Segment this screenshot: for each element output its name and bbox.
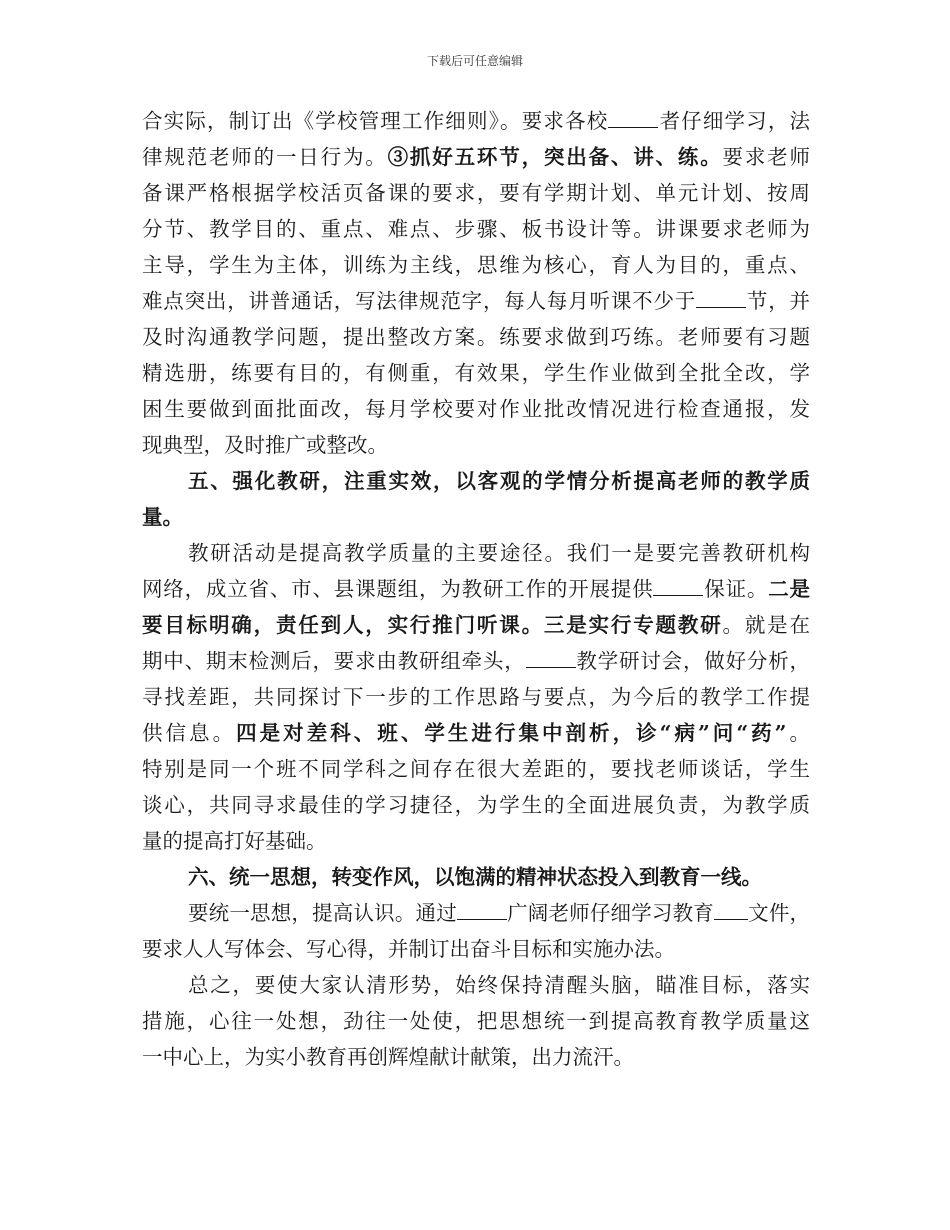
section-heading: 五、强化教研，注重实效，以客观的学情分析提高老师的教学质 — [188, 469, 810, 493]
text-segment: 网络，成立省、市、县课题组，为教研工作的开展提供 — [142, 577, 654, 601]
bold-text-segment: 二是 — [768, 577, 811, 601]
text-line — [142, 571, 810, 607]
text-segment: 要统一思想，提高认识。通过 — [188, 901, 457, 925]
section-heading: 六、统一思想，转变作风，以饱满的精神状态投入到教育一线。 — [188, 865, 762, 889]
text-line: 现典型，及时推广或整改。 — [142, 433, 388, 457]
text-line — [142, 283, 810, 319]
text-segment: 教学研讨会，做好分析， — [575, 649, 811, 673]
text-line: 主导，学生为主体，训练为主线，思维为核心，育人为目的，重点、 — [142, 253, 810, 277]
text-segment: 者仔细学习，法 — [658, 109, 811, 133]
text-segment: 期中、期末检测后，要求由教研组牵头， — [142, 649, 526, 673]
text-line — [142, 607, 810, 643]
blank-underline — [608, 126, 658, 128]
text-line: 一中心上，为实小教育再创辉煌献计献策，出力流汗。 — [142, 1045, 634, 1069]
text-line: 要求人人写体会、写心得，并制订出奋斗目标和实施办法。 — [142, 937, 675, 961]
text-segment: 律规范老师的一日行为。 — [142, 145, 388, 169]
text-segment: 保证。 — [703, 577, 769, 601]
text-segment: 节，并 — [746, 289, 811, 313]
bold-text-segment: ③抓好五环节，突出备、讲、练。 — [387, 145, 723, 169]
text-segment: 供信息。 — [142, 721, 237, 745]
blank-underline — [696, 306, 746, 308]
text-segment: 难点突出，讲普通话，写法律规范字，每人每月听课不少于 — [142, 289, 697, 313]
text-line: 备课严格根据学校活页备课的要求，要有学期计划、单元计划、按周 — [142, 181, 810, 205]
text-line: 精选册，练要有目的，有侧重，有效果，学生作业做到全批全改，学 — [142, 361, 810, 385]
text-line: 及时沟通教学问题，提出整改方案。练要求做到巧练。老师要有习题 — [142, 325, 810, 349]
text-line: 教研活动是提高教学质量的主要途径。我们一是要完善教研机构 — [188, 541, 810, 565]
text-segment: 要求老师 — [722, 145, 811, 169]
text-segment: 文件， — [747, 901, 811, 925]
text-line: 寻找差距，共同探讨下一步的工作思路与要点，为今后的教学工作提 — [142, 685, 810, 709]
blank-underline — [714, 918, 748, 920]
page-header: 下载后可任意编辑 — [426, 54, 523, 68]
text-line: 量的提高打好基础。 — [142, 829, 327, 853]
text-line: 谈心，共同寻求最佳的学习捷径，为学生的全面进展负责，为教学质 — [142, 793, 810, 817]
text-segment: 。就是在 — [722, 613, 810, 637]
text-segment: 合实际，制订出《学校管理工作细则》。要求各校 — [142, 109, 609, 133]
text-line — [142, 643, 810, 679]
text-line: 措施，心往一处想，劲往一处使，把思想统一到提高教育教学质量这 — [142, 1009, 810, 1033]
blank-underline — [653, 594, 703, 596]
text-line: 分节、教学目的、重点、难点、步骤、板书设计等。讲课要求老师为 — [142, 217, 810, 241]
text-line: 特别是同一个班不同学科之间存在很大差距的，要找老师谈话，学生 — [142, 757, 810, 781]
text-segment: 广阔老师仔细学习教育 — [506, 901, 714, 925]
bold-text-segment: 要目标明确，责任到人，实行推门听课。三是实行专题教研 — [142, 613, 723, 637]
blank-underline — [526, 666, 576, 668]
blank-underline — [457, 918, 507, 920]
text-line — [142, 103, 810, 139]
bold-text-segment: 四是对差科、班、学生进行集中剖析，诊“病”问“药” — [236, 721, 787, 745]
text-line — [142, 139, 810, 175]
section-heading-continued: 量。 — [142, 505, 183, 529]
text-line: 困生要做到面批面改，每月学校要对作业批改情况进行检查通报，发 — [142, 397, 810, 421]
document-body — [142, 103, 810, 1075]
text-line — [142, 715, 810, 751]
text-segment: 。 — [786, 721, 811, 745]
text-line: 总之，要使大家认清形势，始终保持清醒头脑，瞄准目标，落实 — [188, 973, 810, 997]
text-line — [142, 895, 810, 931]
